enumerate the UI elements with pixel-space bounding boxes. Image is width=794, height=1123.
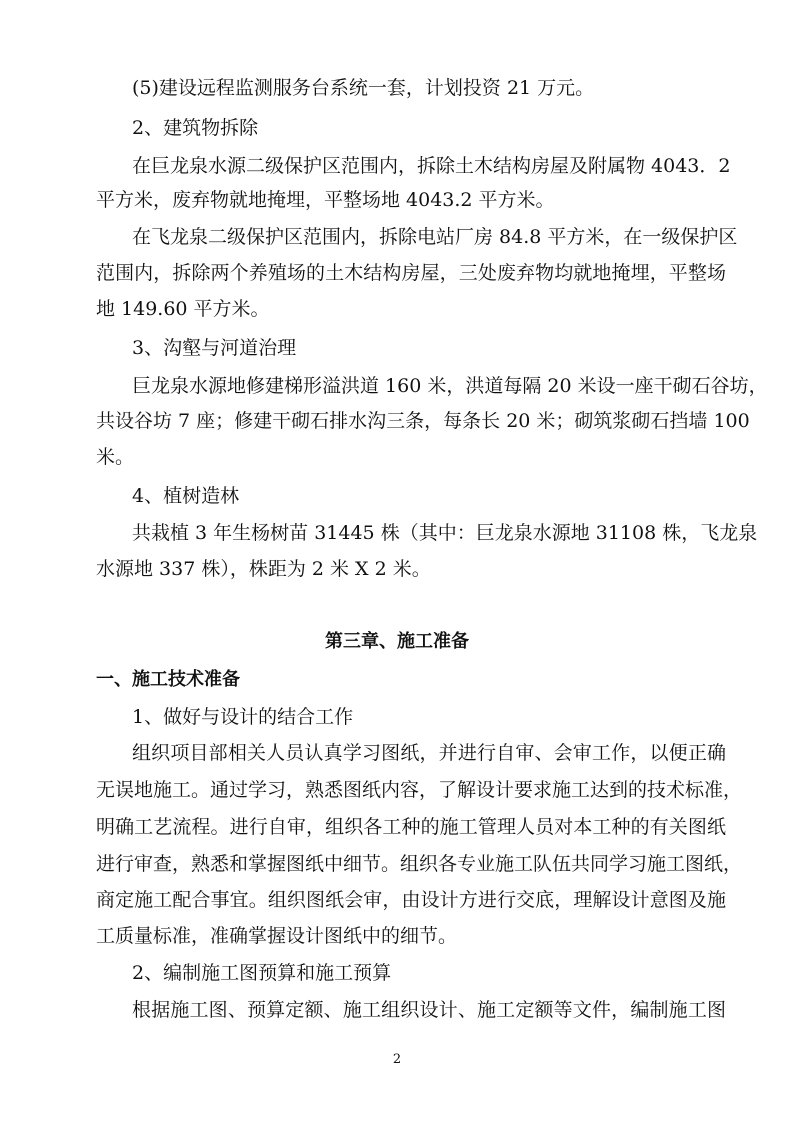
paragraph-line: 明确工艺流程。进行自审，组织各工种的施工管理人员对本工种的有关图纸 xyxy=(96,816,726,838)
section-heading: 一、施工技术准备 xyxy=(96,669,240,690)
paragraph-line: 水源地 337 株），株距为 2 米 X 2 米。 xyxy=(96,558,431,580)
subsection-heading: 3、沟壑与河道治理 xyxy=(132,337,297,359)
subsection-heading: 4、植树造林 xyxy=(132,485,240,507)
paragraph-line: 巨龙泉水源地修建梯形溢洪道 160 米，洪道每隔 20 米设一座干砌石谷坊， xyxy=(132,375,768,397)
paragraph-line: 地 149.60 平方米。 xyxy=(96,298,270,320)
paragraph-line: 在飞龙泉二级保护区范围内，拆除电站厂房 84.8 平方米，在一级保护区 xyxy=(132,226,738,248)
paragraph-line: 无误地施工。通过学习，熟悉图纸内容，了解设计要求施工达到的技术标准， xyxy=(96,779,743,801)
page-number: 2 xyxy=(392,1052,402,1067)
paragraph-line: 在巨龙泉水源二级保护区范围内，拆除土木结构房屋及附属物 4043．2 xyxy=(132,155,731,177)
paragraph-line: 共栽植 3 年生杨树苗 31445 株（其中：巨龙泉水源地 31108 株，飞龙泉 xyxy=(132,522,758,544)
paragraph-line: (5)建设远程监测服务台系统一套，计划投资 21 万元。 xyxy=(132,77,595,99)
subsection-heading: 1、做好与设计的结合工作 xyxy=(132,706,354,728)
paragraph-line: 组织项目部相关人员认真学习图纸，并进行自审、会审工作，以便正确 xyxy=(132,742,726,764)
subsection-heading: 2、编制施工图预算和施工预算 xyxy=(132,962,392,984)
paragraph-line: 进行审查，熟悉和掌握图纸中细节。组织各专业施工队伍共同学习施工图纸， xyxy=(96,853,743,875)
chapter-title: 第三章、施工准备 xyxy=(325,631,469,652)
paragraph-line: 共设谷坊 7 座；修建干砌石排水沟三条，每条长 20 米；砌筑浆砌石挡墙 100 xyxy=(96,410,750,432)
paragraph-line: 范围内，拆除两个养殖场的土木结构房屋，三处废弃物均就地掩埋，平整场 xyxy=(96,262,726,284)
paragraph-line: 平方米，废弃物就地掩埋，平整场地 4043.2 平方米。 xyxy=(96,189,555,211)
paragraph-line: 商定施工配合事宜。组织图纸会审，由设计方进行交底，理解设计意图及施 xyxy=(96,889,726,911)
paragraph-line: 米。 xyxy=(96,446,135,468)
paragraph-line: 工质量标准，准确掌握设计图纸中的细节。 xyxy=(96,925,458,947)
paragraph-line: 根据施工图、预算定额、施工组织设计、施工定额等文件，编制施工图 xyxy=(132,999,726,1021)
subsection-heading: 2、建筑物拆除 xyxy=(132,117,259,139)
